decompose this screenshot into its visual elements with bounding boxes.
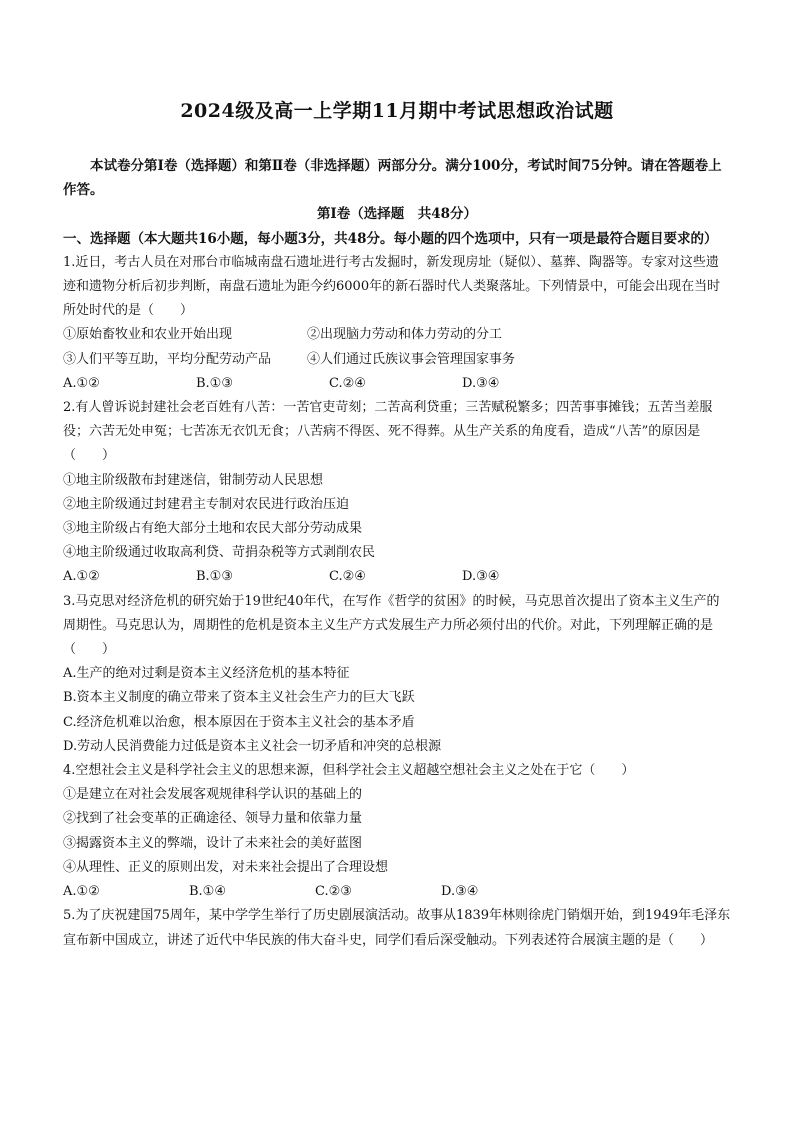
option-b: B.①④ xyxy=(189,884,226,900)
option-a: A.①② xyxy=(63,375,100,391)
option-c: C.②③ xyxy=(315,884,352,900)
question-3 xyxy=(63,590,731,759)
question-item: ②地主阶级通过封建君主专制对农民进行政治压迫 xyxy=(63,496,350,512)
question-item: ④从理性、正义的原则出发，对未来社会提出了合理设想 xyxy=(63,859,389,875)
option-d: D.③④ xyxy=(441,884,479,900)
question-1 xyxy=(63,251,731,396)
option-d: D.③④ xyxy=(462,569,500,585)
question-stem: 1.近日，考古人员在对邢台市临城南盘石遗址进行考古发掘时，新发现房址（疑似）、墓葬、陶器等。专家对这些遗迹和遗物分析后初步判断，南盘石遗址为距今约6000年的新石器时代人类聚落址。下列情景中，可能会出现在当时所处时代的是（ ） xyxy=(63,254,721,319)
answer-options xyxy=(63,372,731,396)
section-title: 第Ⅰ卷（选择题 共48分） xyxy=(316,206,478,223)
option-d: D.③④ xyxy=(462,375,500,391)
question-2 xyxy=(63,396,731,590)
item-row xyxy=(63,323,731,347)
item-row xyxy=(63,348,731,372)
option-b: B.①③ xyxy=(196,569,233,585)
option-c: C.经济危机难以治愈，根本原因在于资本主义社会的基本矛盾 xyxy=(63,714,415,730)
question-5 xyxy=(63,904,731,952)
question-item: ①地主阶级散布封建迷信，钳制劳动人民思想 xyxy=(63,472,324,488)
option-a: A.①② xyxy=(63,884,100,900)
option-a: A.①② xyxy=(63,569,100,585)
question-item: ①是建立在对社会发展客观规律科学认识的基础上的 xyxy=(63,787,363,803)
question-stem: 4.空想社会主义是科学社会主义的思想来源，但科学社会主义超越空想社会主义之处在于它（ ） xyxy=(63,763,635,779)
exam-instructions: 本试卷分第Ⅰ卷（选择题）和第Ⅱ卷（非选择题）两部分分。满分100分，考试时间75分钟。请在答题卷上作答。 xyxy=(63,158,722,199)
option-c: C.②④ xyxy=(329,569,366,585)
exam-content xyxy=(63,154,731,953)
question-stem: 3.马克思对经济危机的研究始于19世纪40年代，在写作《哲学的贫困》的时候，马克思首次提出了资本主义生产的周期性。马克思认为，周期性的危机是资本主义生产方式发展生产力所必须付出的代价。对此，下列理解正确的是（ ） xyxy=(63,593,720,658)
question-4 xyxy=(63,759,731,904)
answer-options xyxy=(63,565,731,589)
question-item: ①原始畜牧业和农业开始出现 xyxy=(63,327,233,343)
question-item: ④人们通过氏族议事会管理国家事务 xyxy=(307,351,516,367)
question-item: ②找到了社会变革的正确途径、领导力量和依靠力量 xyxy=(63,811,363,827)
question-item: ④地主阶级通过收取高利贷、苛捐杂税等方式剥削农民 xyxy=(63,545,376,561)
question-item: ②出现脑力劳动和体力劳动的分工 xyxy=(307,327,503,343)
option-b: B.资本主义制度的确立带来了资本主义社会生产力的巨大飞跃 xyxy=(63,690,415,706)
question-item: ③人们平等互助，平均分配劳动产品 xyxy=(63,351,272,367)
answer-options xyxy=(63,880,731,904)
option-a: A.生产的绝对过剩是资本主义经济危机的基本特征 xyxy=(63,666,350,682)
question-stem: 5.为了庆祝建国75周年，某中学学生举行了历史剧展演活动。故事从1839年林则徐虎门销烟开始，到1949年毛泽东宣布新中国成立，讲述了近代中华民族的伟大奋斗史，同学们看后深受触动。下列表述符合展演主题的是（ ） xyxy=(63,908,731,948)
option-c: C.②④ xyxy=(329,375,366,391)
question-stem: 2.有人曾诉说封建社会老百姓有八苦：一苦官吏苛刻；二苦高利贷重；三苦赋税繁多；四苦事事摊钱；五苦当差服役；六苦无处申冤；七苦冻无衣饥无食；八苦病不得医、死不得葬。从生产关系的角度看，造成“八苦”的原因是（ ） xyxy=(63,400,713,464)
option-b: B.①③ xyxy=(196,375,233,391)
page-title: 2024级及高一上学期11月期中考试思想政治试题 xyxy=(180,100,614,122)
question-item: ③揭露资本主义的弊端，设计了未来社会的美好蓝图 xyxy=(63,835,363,851)
option-d: D.劳动人民消费能力过低是资本主义社会一切矛盾和冲突的总根源 xyxy=(63,738,442,754)
question-item: ③地主阶级占有绝大部分土地和农民大部分劳动成果 xyxy=(63,521,363,537)
part-heading: 一、选择题（本大题共16小题，每小题3分，共48分。每小题的四个选项中，只有一项是最符合题目要求的） xyxy=(63,230,718,247)
